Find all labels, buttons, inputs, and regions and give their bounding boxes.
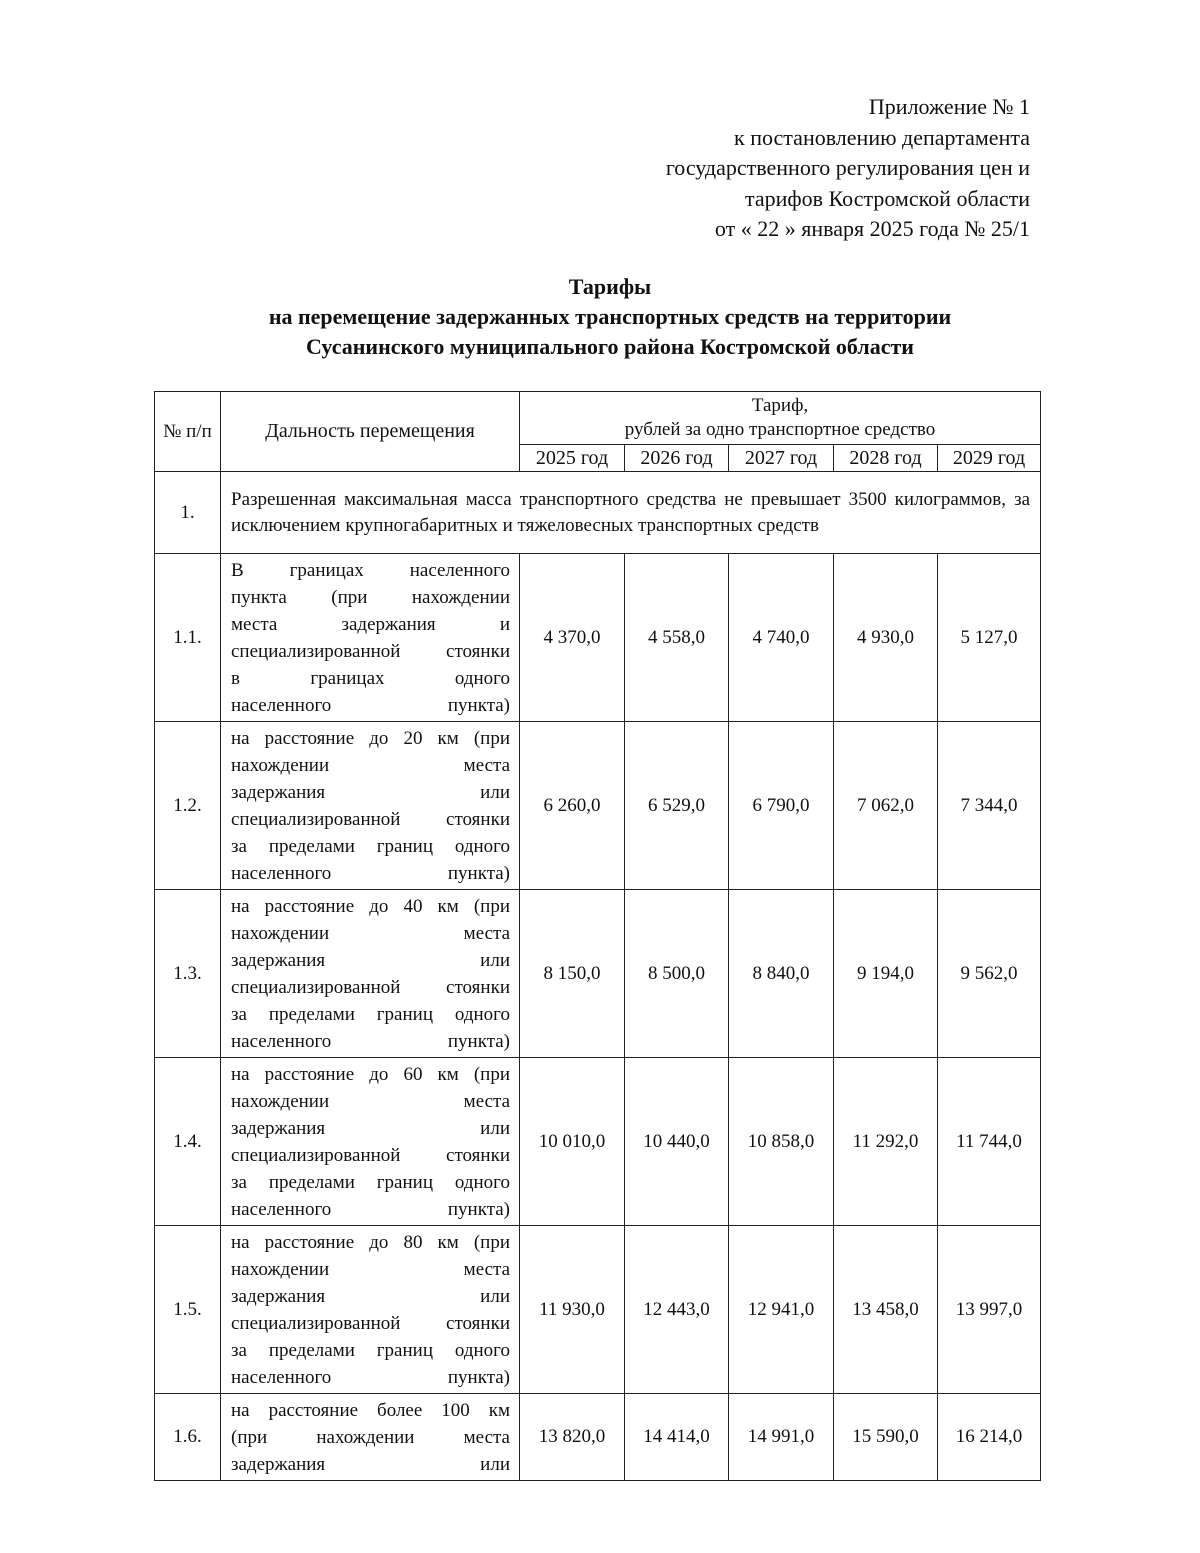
tariff-value: 12 443,0	[625, 1226, 729, 1394]
tariff-value: 8 840,0	[729, 890, 834, 1058]
row-num: 1.3.	[155, 890, 221, 1058]
header-num-text: № п/п	[163, 420, 212, 442]
row-description-line: за пределами границ одного	[231, 1172, 510, 1193]
row-description	[221, 554, 520, 722]
row-num: 1.5.	[155, 1226, 221, 1394]
row-description-line: населенного пункта)	[231, 1199, 510, 1220]
row-num: 1.1.	[155, 554, 221, 722]
tariff-value: 11 930,0	[520, 1226, 625, 1394]
table-row	[155, 890, 1041, 1058]
row-description-line: задержания или	[231, 1286, 510, 1307]
row-description-line: задержания или	[231, 1454, 510, 1475]
tariffs-table	[154, 391, 1041, 1481]
row-description-line: на расстояние до 80 км (при	[231, 1232, 510, 1253]
section-text: Разрешенная максимальная масса транспортного средства не превышает 3500 килограммов, за исключением крупногабаритных и тяжеловесных транспортных средств	[221, 472, 1041, 554]
row-description-line: пункта (при нахождении	[231, 587, 510, 608]
tariff-value: 10 440,0	[625, 1058, 729, 1226]
tariff-value: 13 820,0	[520, 1394, 625, 1481]
tariff-value: 4 740,0	[729, 554, 834, 722]
row-description-line: в границах одного	[231, 668, 510, 689]
header-year: 2025 год	[520, 445, 625, 472]
row-description-line: специализированной стоянки	[231, 1313, 510, 1334]
tariff-value: 14 991,0	[729, 1394, 834, 1481]
tariff-value: 14 414,0	[625, 1394, 729, 1481]
row-description-line: нахождении места	[231, 1259, 510, 1280]
header-tariff-line: Тариф,	[751, 395, 809, 416]
row-description	[221, 722, 520, 890]
row-description-line: (при нахождении места	[231, 1427, 510, 1448]
title-line: Сусанинского муниципального района Костромской области	[306, 334, 914, 359]
tariff-value: 6 529,0	[625, 722, 729, 890]
title-line: на перемещение задержанных транспортных средств на территории	[268, 304, 952, 329]
header-tariff-line: рублей за одно транспортное средство	[624, 419, 936, 440]
header-tariff	[520, 392, 1041, 445]
title-line: Тарифы	[568, 274, 652, 299]
section-row	[155, 472, 1041, 554]
row-description-line: нахождении места	[231, 923, 510, 944]
tariff-value: 16 214,0	[938, 1394, 1041, 1481]
tariff-value: 4 930,0	[834, 554, 938, 722]
row-num: 1.4.	[155, 1058, 221, 1226]
row-num: 1.2.	[155, 722, 221, 890]
row-description-line: на расстояние более 100 км	[231, 1400, 510, 1421]
tariff-value: 4 558,0	[625, 554, 729, 722]
tariff-value: 8 500,0	[625, 890, 729, 1058]
tariff-value: 8 150,0	[520, 890, 625, 1058]
row-description-line: задержания или	[231, 1118, 510, 1139]
table-row	[155, 1226, 1041, 1394]
row-description	[221, 890, 520, 1058]
tariff-value: 10 010,0	[520, 1058, 625, 1226]
table-row	[155, 1058, 1041, 1226]
row-description-line: на расстояние до 60 км (при	[231, 1064, 510, 1085]
row-description-line: на расстояние до 20 км (при	[231, 728, 510, 749]
row-description-line: населенного пункта)	[231, 695, 510, 716]
header-year: 2029 год	[938, 445, 1041, 472]
tariff-value: 6 260,0	[520, 722, 625, 890]
row-description-line: места задержания и	[231, 614, 510, 635]
row-description-line: специализированной стоянки	[231, 977, 510, 998]
tariff-value: 9 562,0	[938, 890, 1041, 1058]
tariff-value: 11 292,0	[834, 1058, 938, 1226]
row-description-line: специализированной стоянки	[231, 1145, 510, 1166]
row-description-line: нахождении места	[231, 1091, 510, 1112]
tariff-value: 13 997,0	[938, 1226, 1041, 1394]
header-year: 2026 год	[625, 445, 729, 472]
tariff-value: 7 344,0	[938, 722, 1041, 890]
tariff-value: 5 127,0	[938, 554, 1041, 722]
appendix-line: к постановлению департамента	[734, 124, 1030, 150]
tariff-value: 7 062,0	[834, 722, 938, 890]
header-distance: Дальность перемещения	[221, 392, 520, 472]
table-row	[155, 1394, 1041, 1481]
table-row	[155, 554, 1041, 722]
tariff-value: 6 790,0	[729, 722, 834, 890]
row-description-line: за пределами границ одного	[231, 836, 510, 857]
appendix-line: Приложение № 1	[868, 94, 1030, 119]
row-description-line: нахождении места	[231, 755, 510, 776]
row-description-line: населенного пункта)	[231, 1367, 510, 1388]
tariff-value: 4 370,0	[520, 554, 625, 722]
table-row	[155, 722, 1041, 890]
row-description-line: населенного пункта)	[231, 863, 510, 884]
row-description-line: за пределами границ одного	[231, 1004, 510, 1025]
row-description-line: населенного пункта)	[231, 1031, 510, 1052]
header-year: 2028 год	[834, 445, 938, 472]
header-year: 2027 год	[729, 445, 834, 472]
row-description	[221, 1058, 520, 1226]
row-description-line: за пределами границ одного	[231, 1340, 510, 1361]
document-title	[150, 272, 1070, 362]
tariff-value: 11 744,0	[938, 1058, 1041, 1226]
section-num: 1.	[155, 472, 221, 554]
row-description-line: на расстояние до 40 км (при	[231, 896, 510, 917]
tariff-value: 13 458,0	[834, 1226, 938, 1394]
row-description-line: В границах населенного	[231, 560, 510, 581]
row-description-line: специализированной стоянки	[231, 641, 510, 662]
appendix-line: тарифов Костромской области	[745, 185, 1030, 211]
tariff-value: 10 858,0	[729, 1058, 834, 1226]
row-description-line: задержания или	[231, 950, 510, 971]
tariff-value: 12 941,0	[729, 1226, 834, 1394]
appendix-line: государственного регулирования цен и	[665, 155, 1030, 180]
header-num	[155, 392, 221, 472]
appendix-block	[470, 92, 1030, 245]
row-description	[221, 1226, 520, 1394]
row-description-line: специализированной стоянки	[231, 809, 510, 830]
tariff-rows	[155, 554, 1041, 1481]
row-description	[221, 1394, 520, 1481]
appendix-line: от « 22 » января 2025 года № 25/1	[714, 216, 1030, 241]
row-description-line: задержания или	[231, 782, 510, 803]
tariff-value: 15 590,0	[834, 1394, 938, 1481]
row-num: 1.6.	[155, 1394, 221, 1481]
tariff-value: 9 194,0	[834, 890, 938, 1058]
